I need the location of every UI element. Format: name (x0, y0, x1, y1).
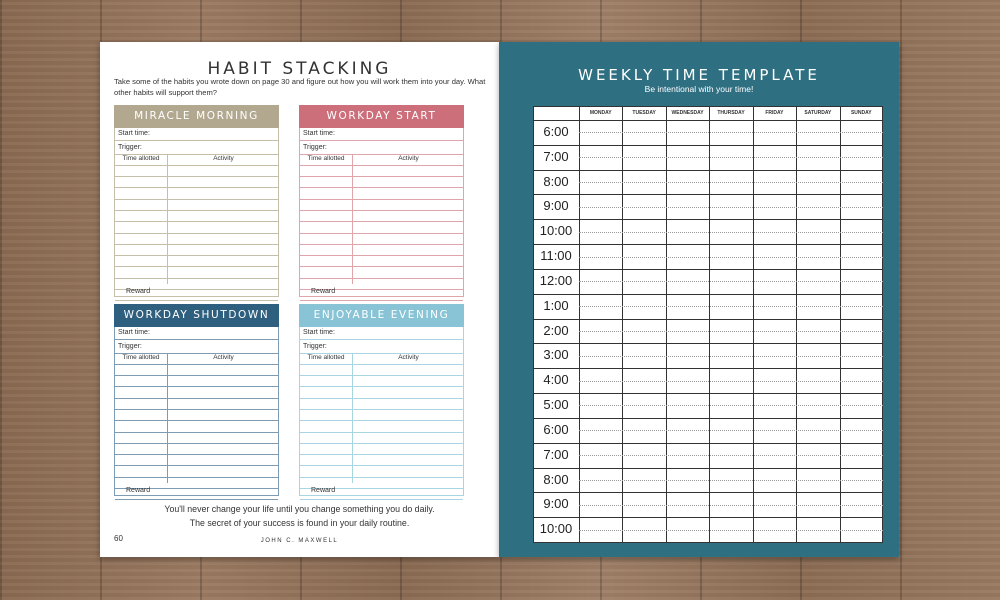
time-label: 1:00 (543, 297, 569, 313)
workday-shutdown-form (114, 327, 279, 496)
column-header-line (300, 165, 463, 166)
start-time-label: Start time: (303, 130, 335, 137)
grid-row-line (533, 468, 883, 469)
time-label: 10:00 (539, 223, 573, 239)
column-divider (352, 154, 353, 284)
grid-header-line (533, 120, 883, 121)
table-row-line (115, 221, 278, 222)
start-time-line (300, 339, 463, 340)
grid-row-line (533, 319, 883, 320)
table-row-line (300, 221, 463, 222)
enjoyable-evening-block (299, 304, 464, 496)
table-row-line (115, 477, 278, 478)
half-hour-line (579, 306, 883, 307)
time-label: 5:00 (543, 397, 569, 413)
day-header: FRIDAY (765, 110, 784, 116)
grid-row-line (533, 443, 883, 444)
table-row-line (300, 409, 463, 410)
activity-header: Activity (213, 354, 234, 361)
page-number: 60 (114, 534, 123, 543)
day-header: TUESDAY (632, 110, 656, 116)
time-label: 8:00 (543, 173, 569, 189)
day-header: SUNDAY (850, 110, 872, 116)
table-row-line (300, 244, 463, 245)
reward-label: Reward (311, 288, 336, 295)
half-hour-line (579, 530, 883, 531)
table-row-line (300, 443, 463, 444)
grid-row-line (533, 368, 883, 369)
half-hour-line (579, 405, 883, 406)
grid-column-line (579, 106, 580, 542)
time-label: 7:00 (543, 148, 569, 164)
time-label: 6:00 (543, 124, 569, 139)
workday-shutdown-block (114, 304, 279, 496)
column-divider (352, 353, 353, 483)
half-hour-line (579, 505, 883, 506)
workday-start-block (299, 105, 464, 297)
start-time-label: Start time: (118, 130, 150, 137)
table-row-line (300, 266, 463, 267)
column-divider (167, 353, 168, 483)
table-row-line (115, 386, 278, 387)
table-row-line (300, 210, 463, 211)
half-hour-line (579, 356, 883, 357)
table-row-line (300, 454, 463, 455)
table-row-line (115, 233, 278, 234)
page-title: HABIT STACKING (207, 59, 392, 79)
day-header: WEDNESDAY (671, 110, 704, 116)
table-row-line (300, 233, 463, 234)
grid-row-line (533, 194, 883, 195)
half-hour-line (579, 430, 883, 431)
time-label: 8:00 (543, 471, 569, 487)
half-hour-line (579, 182, 883, 183)
table-row-line (300, 199, 463, 200)
half-hour-line (579, 281, 883, 282)
grid-border-top (533, 106, 883, 107)
half-hour-line (579, 455, 883, 456)
weekly-template-title: WEEKLY TIME TEMPLATE (578, 66, 820, 84)
trigger-label: Trigger: (118, 343, 142, 350)
table-row-line (115, 300, 278, 301)
table-row-line (115, 443, 278, 444)
grid-column-line (666, 106, 667, 542)
grid-column-line (709, 106, 710, 542)
grid-row-line (533, 517, 883, 518)
table-row-line (115, 176, 278, 177)
table-row-line (115, 210, 278, 211)
time-label: 2:00 (543, 322, 569, 338)
grid-row-line (533, 269, 883, 270)
column-header-line (300, 364, 463, 365)
table-row-line (300, 375, 463, 376)
time-allotted-header: Time allotted (307, 155, 345, 162)
table-row-line (115, 432, 278, 433)
column-header-line (115, 364, 278, 365)
trigger-label: Trigger: (303, 343, 327, 350)
weekly-template-subtitle: Be intentional with your time! (644, 84, 754, 94)
time-label: 12:00 (539, 272, 573, 288)
table-row-line (115, 465, 278, 466)
table-row-line (115, 278, 278, 279)
day-header: MONDAY (589, 110, 612, 116)
time-label: 11:00 (540, 248, 572, 264)
grid-row-line (533, 145, 883, 146)
day-header: SATURDAY (804, 110, 832, 116)
half-hour-line (579, 232, 883, 233)
table-row-line (300, 477, 463, 478)
table-row-line (300, 176, 463, 177)
grid-row-line (533, 170, 883, 171)
reward-label: Reward (126, 288, 151, 295)
grid-column-line (753, 106, 754, 542)
table-row-line (300, 398, 463, 399)
quote-line-1: You'll never change your life until you change something you do daily. (164, 504, 435, 514)
table-row-line (115, 266, 278, 267)
time-label: 4:00 (543, 372, 569, 388)
activity-header: Activity (213, 155, 234, 162)
reward-label: Reward (311, 487, 336, 494)
table-row-line (300, 187, 463, 188)
grid-row-line (533, 492, 883, 493)
table-row-line (115, 244, 278, 245)
time-allotted-header: Time allotted (122, 354, 160, 361)
table-row-line (300, 255, 463, 256)
reward-label: Reward (126, 487, 151, 494)
start-time-line (115, 339, 278, 340)
grid-row-line (533, 418, 883, 419)
time-label: 9:00 (543, 496, 569, 512)
trigger-label: Trigger: (303, 144, 327, 151)
table-row-line (115, 199, 278, 200)
workday-shutdown-header: WORKDAY SHUTDOWN (114, 304, 279, 327)
time-allotted-header: Time allotted (122, 155, 160, 162)
table-row-line (300, 278, 463, 279)
grid-column-line (622, 106, 623, 542)
grid-column-line (840, 106, 841, 542)
author: JOHN C. MAXWELL (260, 538, 339, 544)
table-row-line (115, 187, 278, 188)
half-hour-line (579, 331, 883, 332)
half-hour-line (579, 480, 883, 481)
table-row-line (115, 420, 278, 421)
workday-start-form (299, 128, 464, 297)
activity-header: Activity (398, 155, 419, 162)
miracle-morning-block (114, 105, 279, 297)
grid-column-line (882, 106, 883, 542)
time-label: 6:00 (543, 421, 569, 437)
grid-row-line (533, 294, 883, 295)
half-hour-line (579, 207, 883, 208)
quote-line-2: The secret of your success is found in your daily routine. (189, 518, 410, 528)
half-hour-line (579, 157, 883, 158)
half-hour-line (579, 132, 883, 133)
grid-row-line (533, 219, 883, 220)
grid-row-line (533, 244, 883, 245)
table-row-line (300, 300, 463, 301)
table-row-line (300, 420, 463, 421)
grid-row-line (533, 343, 883, 344)
grid-row-line (533, 393, 883, 394)
miracle-morning-form (114, 128, 279, 297)
table-row-line (115, 454, 278, 455)
activity-header: Activity (398, 354, 419, 361)
table-row-line (115, 255, 278, 256)
table-row-line (300, 465, 463, 466)
time-label: 3:00 (543, 347, 569, 363)
grid-column-line (796, 106, 797, 542)
column-header-line (115, 165, 278, 166)
table-row-line (115, 409, 278, 410)
time-label: 9:00 (543, 198, 569, 214)
table-row-line (115, 375, 278, 376)
workday-start-header: WORKDAY START (299, 105, 464, 128)
intro-text: Take some of the habits you wrote down on page 30 and figure out how you will work them into your day. What other habits will support them? (114, 77, 486, 97)
half-hour-line (579, 381, 883, 382)
start-time-label: Start time: (303, 329, 335, 336)
weekly-time-grid (533, 106, 883, 542)
left-page (100, 42, 499, 557)
enjoyable-evening-form (299, 327, 464, 496)
table-row-line (300, 432, 463, 433)
start-time-line (300, 140, 463, 141)
time-label: 10:00 (539, 521, 573, 537)
trigger-label: Trigger: (118, 144, 142, 151)
column-divider (167, 154, 168, 284)
table-row-line (300, 499, 463, 500)
table-row-line (115, 398, 278, 399)
half-hour-line (579, 257, 883, 258)
day-header: THURSDAY (717, 110, 745, 116)
table-row-line (115, 499, 278, 500)
enjoyable-evening-header: ENJOYABLE EVENING (299, 304, 464, 327)
start-time-line (115, 140, 278, 141)
time-allotted-header: Time allotted (307, 354, 345, 361)
grid-row-line (533, 542, 883, 543)
right-page (499, 42, 899, 557)
miracle-morning-header: MIRACLE MORNING (114, 105, 279, 128)
start-time-label: Start time: (118, 329, 150, 336)
time-label: 7:00 (543, 446, 569, 462)
table-row-line (300, 386, 463, 387)
